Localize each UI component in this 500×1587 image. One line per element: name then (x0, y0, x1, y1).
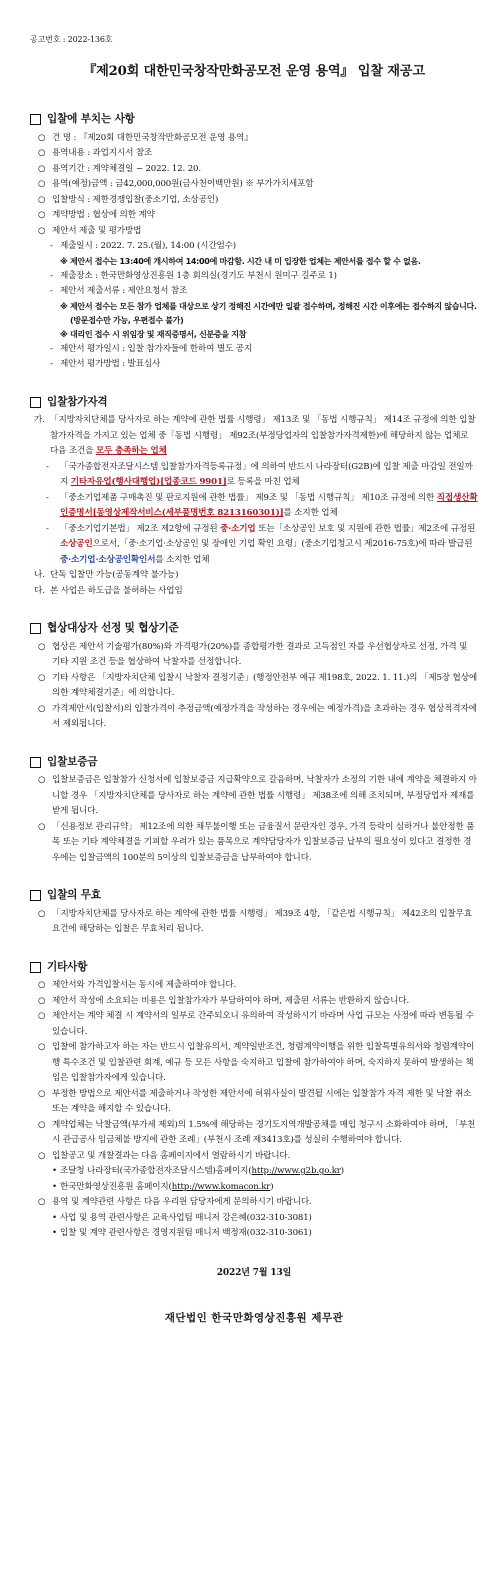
dash-bullet-icon: - (50, 270, 53, 281)
sub-item: - 제출장소 : 한국만화영상진흥원 1층 회의실(경기도 부천시 원미구 길주로 1) (30, 269, 478, 285)
list-item: 다. 본 사업은 하도급을 불허하는 사업임 (34, 585, 183, 596)
sub-item: • 조달청 나라장터(국가종합전자조달시스템)홈페이지(http://www.g2b.go.kr) (30, 1164, 478, 1180)
list-item: ○ 「지방자치단체를 당사자로 하는 계약에 관한 법률 시행령」 제39조 4항, 「같은법 시행규칙」 제42조의 입찰무효 요건에 해당하는 입찰은 무효처리 됩니다. (38, 908, 472, 934)
reference-mark-icon: ※ (60, 301, 68, 311)
checkbox-square-icon (30, 890, 41, 901)
list-item: ○ 입찰공고 및 개찰결과는 다음 홈페이지에서 열람하시기 바랍니다. (30, 1149, 478, 1165)
dot-bullet-icon: • (52, 1166, 57, 1176)
section-eligibility (30, 395, 478, 600)
dot-bullet-icon: • (52, 1212, 57, 1223)
list-item: ○ 계약방법 : 협상에 의한 계약 (30, 208, 478, 224)
list-item: ○ 제안서 작성에 소요되는 비용은 입찰참가자가 부담하여야 하며, 제출된 서류는 반환하지 않습니다. (30, 994, 478, 1010)
sub-item: - 제안서 평가방법 : 발표심사 (30, 357, 478, 373)
section-bid-items (30, 112, 478, 373)
dash-bullet-icon: - (50, 241, 53, 251)
list-item: ○ 입찰에 참가하고자 하는 자는 반드시 입찰유의서, 계약일반조건, 청렴계약이행을 위한 입찰특별유의서와 청렴계약이행 특수조건 및 입찰관련 회계, 예규 등 모든 사항을 숙지하고 입찰에 참가하여야 하며, 숙지하지 못하여 발생하는 책임은 입찰참가자에게 있습니다. (38, 1042, 475, 1083)
list-item: ○ 계약업체는 낙찰금액(부가세 제외)의 1.5%에 해당하는 경기도지역개발공채를 매입 청구시 소화하여야 하며, 「부천시 관급공사 임금체불 방지에 관한 조례」(부천시 조례 제3413호)를 성실히 수행하여야 합니다. (38, 1119, 476, 1145)
section-bid-bond (30, 755, 478, 867)
circle-bullet-icon: ○ (38, 980, 46, 990)
dot-bullet-icon: • (52, 1181, 57, 1192)
sub-item: - 제안서 평가일시 : 입찰 참가자들에 한하여 별도 공지 (30, 342, 478, 358)
section-heading: 입찰의 무효 (30, 888, 478, 904)
sub-item: - 「국가종합전자조달시스템 입찰참가자격등록규정」에 의하여 반드시 나라장터(G2B)에 입찰 제출 마감일 전일까지 기타자유업(행사대행업)[업종코드 9901]로 등록을 마친 업체 (46, 461, 473, 487)
list-item: ○ 용역 및 계약관련 사항은 다음 우리원 담당자에게 문의하시기 바랍니다. (30, 1195, 478, 1211)
circle-bullet-icon: ○ (38, 1011, 46, 1021)
sub-item: • 한국만화영상진흥원 홈페이지(http://www.komacon.kr) (30, 1180, 478, 1196)
circle-bullet-icon: ○ (38, 908, 46, 919)
circle-bullet-icon: ○ (38, 210, 46, 220)
circle-bullet-icon: ○ (38, 1150, 46, 1161)
circle-bullet-icon: ○ (38, 179, 46, 189)
section-heading: 입찰참가자격 (30, 395, 478, 411)
dash-bullet-icon: - (46, 523, 49, 534)
note-item: ※ 대리인 접수 시 위임장 및 재직증명서, 신분증을 지참 (30, 328, 478, 342)
reference-mark-icon: ※ (60, 329, 68, 339)
sub-item: • 입찰 및 계약 관련사항은 경영지원팀 매니저 백정재(032-310-3061) (30, 1226, 478, 1242)
dash-bullet-icon: - (50, 359, 53, 369)
circle-bullet-icon: ○ (38, 672, 46, 683)
checkbox-square-icon (30, 397, 41, 408)
list-item: ○ 기타 사항은 「지방자치단체 입찰시 낙찰자 결정기준」(행정안전부 예규 제198호, 2022. 1. 11.)의 「제5장 협상에 의한 계약체결기준」에 의합니다. (38, 672, 477, 698)
list-item: 가. 「지방자치단체를 당사자로 하는 계약에 관한 법률 시행령」 제13조 및 「동법 시행규칙」 제14조 규정에 의한 입찰참가자격을 가지고 있는 업체 중「동법 시행령」 제92조(부정당업자의 입찰참가자격제한)에 해당하지 않는 업체로 다음 조건을 모두 충족하는 업체 (34, 415, 476, 456)
note-item: ※ 제안서 접수는 모든 참가 업체를 대상으로 상기 정해진 시간에만 일괄 접수하며, 정해진 시간 이후에는 접수하지 않습니다. (방문접수만 가능, 우편접수 불가) (60, 301, 477, 325)
sub-item: - 제출일시 : 2022. 7. 25.(월), 14:00 (시간엄수) (30, 239, 478, 255)
dash-bullet-icon: - (46, 461, 49, 472)
notice-number: 공고번호 : 2022-136호 (30, 35, 113, 44)
list-item: ○ 제안서는 계약 체결 시 계약서의 일부로 간주되오니 유의하여 작성하시기 바라며 사업 규모는 사정에 따라 변동될 수 있습니다. (38, 1011, 474, 1037)
checkbox-square-icon (30, 623, 41, 634)
list-item: ○ 협상은 제안서 기술평가(80%)와 가격평가(20%)를 종합평가한 결과로 고득점인 자를 우선협상자로 선정, 가격 및 기타 지원 조건 등을 협상하여 낙찰자를 선정합니다. (38, 641, 468, 667)
list-item: ○ 제안서와 가격입찰서는 동시에 제출하여야 합니다. (30, 978, 478, 994)
list-item: ○ 「신용정보 관리규약」 제12조에 의한 채무불이행 또는 금융질서 문란자인 경우, 가격 등락이 심하거나 불안정한 품목 또는 기타 계약체결을 기피할 우려가 있는 품목으로 계약담당자가 입찰보증금 납부의 필요성이 있다고 결정한 경우에는 입찰금액의 100분의 5이상의 입찰보증금을 납부하여야 합니다. (38, 821, 475, 863)
circle-bullet-icon: ○ (38, 1119, 46, 1130)
list-item: ○ 입찰방식 : 제한경쟁입찰(중소기업, 소상공인) (30, 193, 478, 209)
list-item: 나. 단독 입찰만 가능(공동계약 불가능) (34, 570, 179, 580)
circle-bullet-icon: ○ (38, 995, 46, 1006)
dot-bullet-icon: • (52, 1228, 57, 1238)
g2b-link[interactable]: http://www.g2b.go.kr (251, 1166, 341, 1176)
checkbox-square-icon (30, 114, 41, 125)
section-other (30, 960, 478, 1242)
sub-item: - 제안서 제출서류 : 제안요청서 참조 (30, 284, 478, 300)
section-heading: 기타사항 (30, 960, 478, 976)
checkbox-square-icon (30, 962, 41, 973)
announcement-date: 2022년 7월 13일 (216, 1267, 292, 1278)
section-heading: 협상대상자 선정 및 협상기준 (30, 621, 478, 637)
circle-bullet-icon: ○ (38, 132, 46, 143)
reference-mark-icon: ※ (60, 256, 68, 266)
dash-bullet-icon: - (50, 343, 53, 354)
section-invalid-bids (30, 888, 478, 938)
circle-bullet-icon: ○ (38, 148, 46, 158)
sub-item: • 사업 및 용역 관련사항은 교육사업팀 매니저 강은혜(032-310-3081) (30, 1211, 478, 1227)
circle-bullet-icon: ○ (38, 703, 46, 714)
sub-item: - 「중소기업기본법」 제2조 제2항에 규정된 중·소기업 또는「소상공인 보호 및 지원에 관한 법률」제2조에 규정된 소상공인으로서,「중·소기업·소상공인 및 장애인 기업 확인 요령」(중소기업청고시 제2016-75호)에 따라 발급된 중·소기업·소상공인확인서를 소지한 업체 (46, 523, 476, 565)
circle-bullet-icon: ○ (38, 821, 46, 832)
circle-bullet-icon: ○ (38, 775, 46, 785)
list-item: ○ 입찰보증금은 입찰참가 신청서에 입찰보증금 지급확약으로 갈음하며, 낙찰자가 소정의 기한 내에 계약을 체결하지 아니할 경우 「지방자치단체를 당사자로 하는 계약에 관한 법률 시행령」 제38조에 의해 조치되며, 부정당업자 제재를 받게 됩니다. (38, 775, 477, 816)
dash-bullet-icon: - (50, 286, 53, 296)
circle-bullet-icon: ○ (38, 641, 46, 652)
section-negotiation (30, 621, 478, 733)
list-item: ○ 제안서 제출 및 평가방법 (30, 224, 478, 240)
list-item: ○ 용역기간 : 계약체결일 ~ 2022. 12. 20. (30, 162, 478, 178)
circle-bullet-icon: ○ (38, 1197, 46, 1207)
circle-bullet-icon: ○ (38, 194, 46, 205)
list-item: ○ 부정한 방법으로 제안서를 제출하거나 작성한 제안서에 허위사실이 발견될 시에는 입찰참가 자격 제한 및 낙찰 취소 또는 계약을 해지할 수 있습니다. (38, 1088, 472, 1114)
issuer-organization: 재단법인 한국만화영상진흥원 제무관 (164, 1312, 344, 1324)
list-item: ○ 건 명 : 『제20회 대한민국창작만화공모전 운영 용역』 (30, 131, 478, 147)
sub-item: - 「중소기업제품 구매촉진 및 판로지원에 관한 법률」 제9조 및 「동법 시행규칙」 제10조 규정에 의한 직접생산확인증명서[동영상제작서비스(세부품명번호 8213160301)]를 소지한 업체 (46, 492, 478, 518)
circle-bullet-icon: ○ (38, 1088, 46, 1099)
section-heading: 입찰에 부치는 사항 (30, 112, 478, 128)
note-item: ※ 제안서 접수는 13:40에 개시하여 14:00에 마감함. 시간 내 미 입장한 업체는 제안서를 접수 할 수 없음. (30, 255, 478, 269)
section-heading: 입찰보증금 (30, 755, 478, 771)
checkbox-square-icon (30, 757, 41, 768)
komacon-link[interactable]: http://www.komacon.kr (171, 1181, 271, 1192)
page-title: 『제20회 대한민국창작만화공모전 운영 용역』 입찰 재공고 (83, 63, 425, 79)
circle-bullet-icon: ○ (38, 1042, 46, 1052)
list-item: ○ 용역(예정)금액 : 금42,000,000원(금사천이백만원) ※ 부가가치세포함 (30, 177, 478, 193)
list-item: ○ 가격제안서(입찰서)의 입찰가격이 추정금액(예정가격을 작성하는 경우에는 예정가격)을 초과하는 경우 협상적격자에서 제외됩니다. (38, 703, 477, 729)
dash-bullet-icon: - (46, 492, 49, 503)
list-item: ○ 용역내용 : 과업지시서 참조 (30, 146, 478, 162)
circle-bullet-icon: ○ (38, 225, 46, 236)
circle-bullet-icon: ○ (38, 163, 46, 174)
